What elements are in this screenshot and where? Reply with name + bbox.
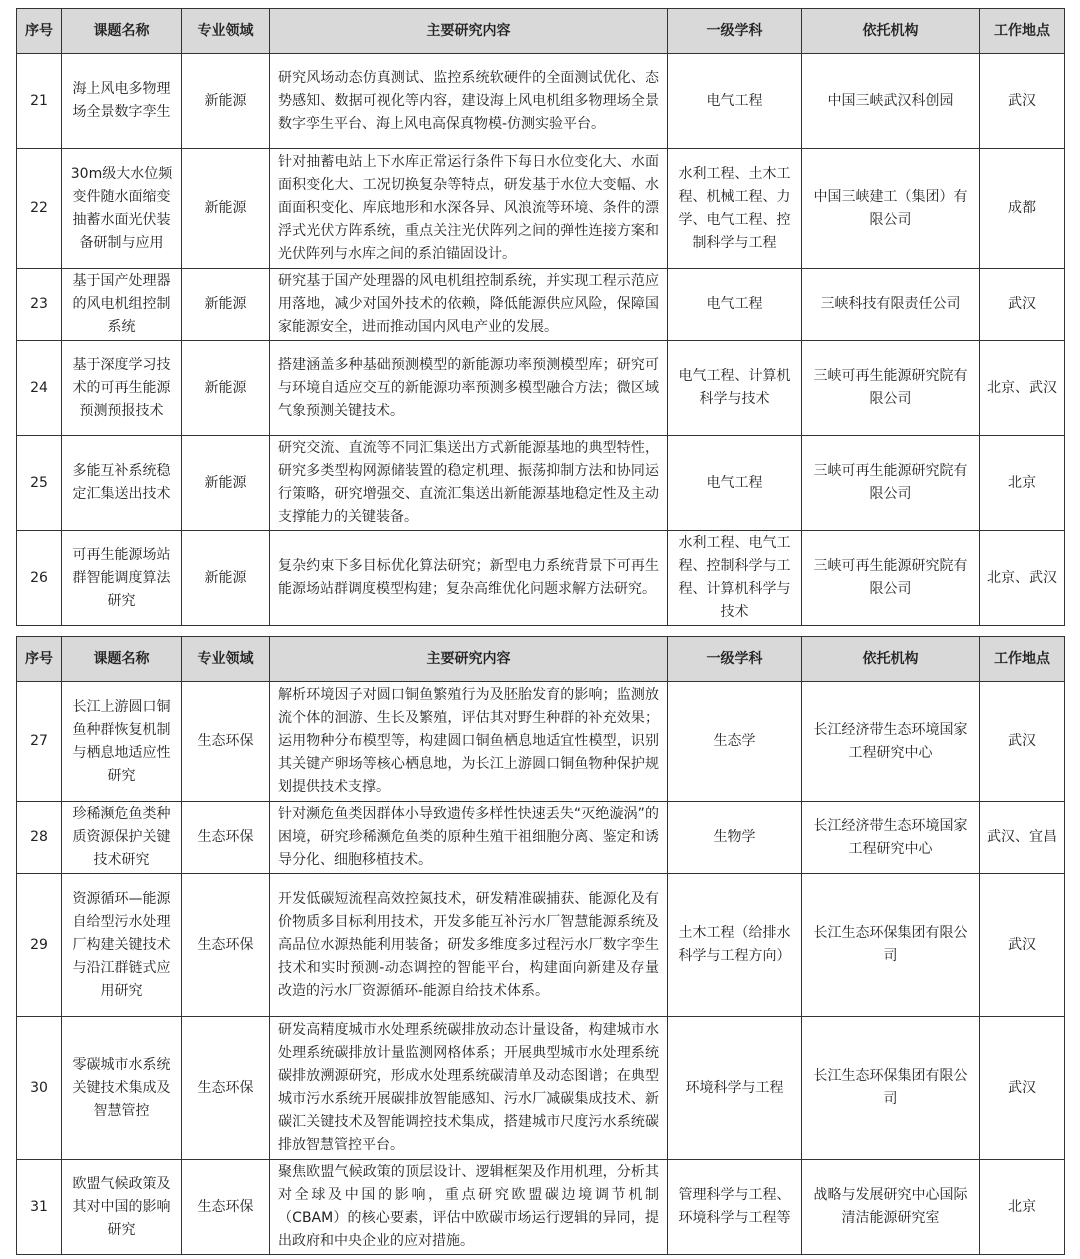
- table-row: [17, 802, 1065, 874]
- cell-location: 北京: [980, 436, 1065, 531]
- table-row: [17, 341, 1065, 436]
- cell-content: 解析环境因子对圆口铜鱼繁殖行为及胚胎发育的影响；监测放流个体的洄游、生长及繁殖，评估其对野生种群的补充效果；运用物种分布模型等，构建圆口铜鱼栖息地适宜性模型，识别其关键产卵场等核心栖息地，为长江上游圆口铜鱼物种保护规划提供技术支撑。: [270, 682, 668, 802]
- cell-org: 长江经济带生态环境国家工程研究中心: [802, 682, 980, 802]
- cell-location: 武汉: [980, 1017, 1065, 1160]
- cell-org: 长江经济带生态环境国家工程研究中心: [802, 802, 980, 874]
- cell-content: 研究交流、直流等不同汇集送出方式新能源基地的典型特性，研究多类型构网源储装置的稳定机理、振荡抑制方法和协同运行策略，研究增强交、直流汇集送出新能源基地稳定性及主动支撑能力的关键装备。: [270, 436, 668, 531]
- cell-field: 新能源: [182, 341, 270, 436]
- cell-name: 可再生能源场站群智能调度算法研究: [62, 531, 182, 626]
- cell-name: 基于国产处理器的风电机组控制系统: [62, 269, 182, 341]
- header-field: 专业领域: [182, 637, 270, 682]
- cell-content: 开发低碳短流程高效控氮技术，研发精准碳捕获、能源化及有价物质多目标利用技术，开发多能互补污水厂智慧能源系统及高品位水源热能利用装备；研发多维度多过程污水厂数字孪生技术和实时预测-动态调控的智能平台，构建面向新建及存量改造的污水厂资源循环-能源自给技术体系。: [270, 874, 668, 1017]
- header-org: 依托机构: [802, 637, 980, 682]
- cell-field: 新能源: [182, 149, 270, 269]
- cell-name: 基于深度学习技术的可再生能源预测预报技术: [62, 341, 182, 436]
- cell-name: 欧盟气候政策及其对中国的影响研究: [62, 1160, 182, 1255]
- cell-field: 新能源: [182, 54, 270, 149]
- cell-org: 三峡可再生能源研究院有限公司: [802, 531, 980, 626]
- cell-discipline: 电气工程: [668, 269, 802, 341]
- header-org: 依托机构: [802, 9, 980, 54]
- cell-field: 新能源: [182, 531, 270, 626]
- header-location: 工作地点: [980, 637, 1065, 682]
- table-header-row: [17, 9, 1065, 54]
- table-row: [17, 1160, 1065, 1255]
- cell-discipline: 管理科学与工程、环境科学与工程等: [668, 1160, 802, 1255]
- cell-name: 海上风电多物理场全景数字孪生: [62, 54, 182, 149]
- cell-org: 长江生态环保集团有限公司: [802, 1017, 980, 1160]
- cell-content: 针对抽蓄电站上下水库正常运行条件下每日水位变化大、水面面积变化大、工况切换复杂等特点，研发基于水位大变幅、水面面积变化、库底地形和水深各异、风浪流等环境、条件的漂浮式光伏方阵系统，重点关注光伏阵列之间的弹性连接方案和光伏阵列与水库之间的系泊锚固设计。: [270, 149, 668, 269]
- cell-location: 北京、武汉: [980, 341, 1065, 436]
- cell-no: 23: [17, 269, 62, 341]
- cell-location: 武汉: [980, 54, 1065, 149]
- cell-content: 聚焦欧盟气候政策的顶层设计、逻辑框架及作用机理，分析其对全球及中国的影响，重点研究欧盟碳边境调节机制（CBAM）的核心要素，评估中欧碳市场运行逻辑的异同，提出政府和中央企业的应对措施。: [270, 1160, 668, 1255]
- table-row: [17, 1017, 1065, 1160]
- cell-content: 复杂约束下多目标优化算法研究；新型电力系统背景下可再生能源场站群调度模型构建；复杂高维优化问题求解方法研究。: [270, 531, 668, 626]
- cell-discipline: 水利工程、土木工程、机械工程、力学、电气工程、控制科学与工程: [668, 149, 802, 269]
- cell-no: 26: [17, 531, 62, 626]
- header-name: 课题名称: [62, 9, 182, 54]
- cell-content: 研发高精度城市水处理系统碳排放动态计量设备，构建城市水处理系统碳排放计量监测网格体系；开展典型城市水处理系统碳排放溯源研究，形成水处理系统碳清单及动态图谱；在典型城市污水系统开展碳排放智能感知、污水厂减碳集成技术、新碳汇关键技术及智能调控技术集成，搭建城市尺度污水系统碳排放智慧管控平台。: [270, 1017, 668, 1160]
- cell-name: 多能互补系统稳定汇集送出技术: [62, 436, 182, 531]
- cell-no: 29: [17, 874, 62, 1017]
- cell-discipline: 电气工程: [668, 436, 802, 531]
- cell-content: 搭建涵盖多种基础预测模型的新能源功率预测模型库；研究可与环境自适应交互的新能源功率预测多模型融合方法；微区域气象预测关键技术。: [270, 341, 668, 436]
- cell-discipline: 土木工程（给排水科学与工程方向）: [668, 874, 802, 1017]
- cell-name: 资源循环—能源自给型污水处理厂构建关键技术与沿江群链式应用研究: [62, 874, 182, 1017]
- header-discipline: 一级学科: [668, 637, 802, 682]
- table-row: [17, 54, 1065, 149]
- cell-content: 研究风场动态仿真测试、监控系统软硬件的全面测试优化、态势感知、数据可视化等内容，建设海上风电机组多物理场全景数字孪生平台、海上风电高保真物模-仿测实验平台。: [270, 54, 668, 149]
- cell-field: 生态环保: [182, 874, 270, 1017]
- cell-no: 22: [17, 149, 62, 269]
- cell-discipline: 水利工程、电气工程、控制科学与工程、计算机科学与技术: [668, 531, 802, 626]
- cell-location: 成都: [980, 149, 1065, 269]
- cell-no: 24: [17, 341, 62, 436]
- cell-org: 三峡可再生能源研究院有限公司: [802, 341, 980, 436]
- cell-location: 北京、武汉: [980, 531, 1065, 626]
- header-discipline: 一级学科: [668, 9, 802, 54]
- cell-location: 武汉: [980, 874, 1065, 1017]
- cell-org: 长江生态环保集团有限公司: [802, 874, 980, 1017]
- header-content: 主要研究内容: [270, 637, 668, 682]
- table-row: [17, 149, 1065, 269]
- header-seq: 序号: [17, 637, 62, 682]
- header-content: 主要研究内容: [270, 9, 668, 54]
- cell-field: 生态环保: [182, 1160, 270, 1255]
- cell-name: 珍稀濒危鱼类种质资源保护关键技术研究: [62, 802, 182, 874]
- cell-field: 新能源: [182, 436, 270, 531]
- cell-no: 21: [17, 54, 62, 149]
- table-header-row: [17, 637, 1065, 682]
- cell-no: 31: [17, 1160, 62, 1255]
- cell-org: 中国三峡建工（集团）有限公司: [802, 149, 980, 269]
- cell-name: 零碳城市水系统关键技术集成及智慧管控: [62, 1017, 182, 1160]
- table-row: [17, 531, 1065, 626]
- table-row: [17, 682, 1065, 802]
- cell-org: 三峡可再生能源研究院有限公司: [802, 436, 980, 531]
- cell-field: 生态环保: [182, 1017, 270, 1160]
- research-topics-table-2: [16, 636, 1065, 1255]
- header-field: 专业领域: [182, 9, 270, 54]
- cell-no: 28: [17, 802, 62, 874]
- cell-discipline: 生态学: [668, 682, 802, 802]
- cell-no: 25: [17, 436, 62, 531]
- cell-field: 生态环保: [182, 802, 270, 874]
- table-row: [17, 436, 1065, 531]
- cell-field: 新能源: [182, 269, 270, 341]
- cell-discipline: 电气工程: [668, 54, 802, 149]
- cell-no: 30: [17, 1017, 62, 1160]
- research-topics-table-1: [16, 8, 1065, 626]
- table-row: [17, 269, 1065, 341]
- cell-content: 针对濒危鱼类因群体小导致遗传多样性快速丢失“灭绝漩涡”的困境，研究珍稀濒危鱼类的原种生殖干祖细胞分离、鉴定和诱导分化、细胞移植技术。: [270, 802, 668, 874]
- cell-field: 生态环保: [182, 682, 270, 802]
- table-row: [17, 874, 1065, 1017]
- cell-location: 武汉: [980, 682, 1065, 802]
- cell-org: 战略与发展研究中心国际清洁能源研究室: [802, 1160, 980, 1255]
- cell-discipline: 环境科学与工程: [668, 1017, 802, 1160]
- header-seq: 序号: [17, 9, 62, 54]
- cell-no: 27: [17, 682, 62, 802]
- header-name: 课题名称: [62, 637, 182, 682]
- cell-name: 30m级大水位频变件随水面缩变抽蓄水面光伏装备研制与应用: [62, 149, 182, 269]
- cell-location: 北京: [980, 1160, 1065, 1255]
- cell-org: 三峡科技有限责任公司: [802, 269, 980, 341]
- header-location: 工作地点: [980, 9, 1065, 54]
- cell-location: 武汉: [980, 269, 1065, 341]
- cell-name: 长江上游圆口铜鱼种群恢复机制与栖息地适应性研究: [62, 682, 182, 802]
- cell-location: 武汉、宜昌: [980, 802, 1065, 874]
- cell-discipline: 生物学: [668, 802, 802, 874]
- cell-discipline: 电气工程、计算机科学与技术: [668, 341, 802, 436]
- cell-content: 研究基于国产处理器的风电机组控制系统，并实现工程示范应用落地，减少对国外技术的依赖，降低能源供应风险，保障国家能源安全，进而推动国内风电产业的发展。: [270, 269, 668, 341]
- cell-org: 中国三峡武汉科创园: [802, 54, 980, 149]
